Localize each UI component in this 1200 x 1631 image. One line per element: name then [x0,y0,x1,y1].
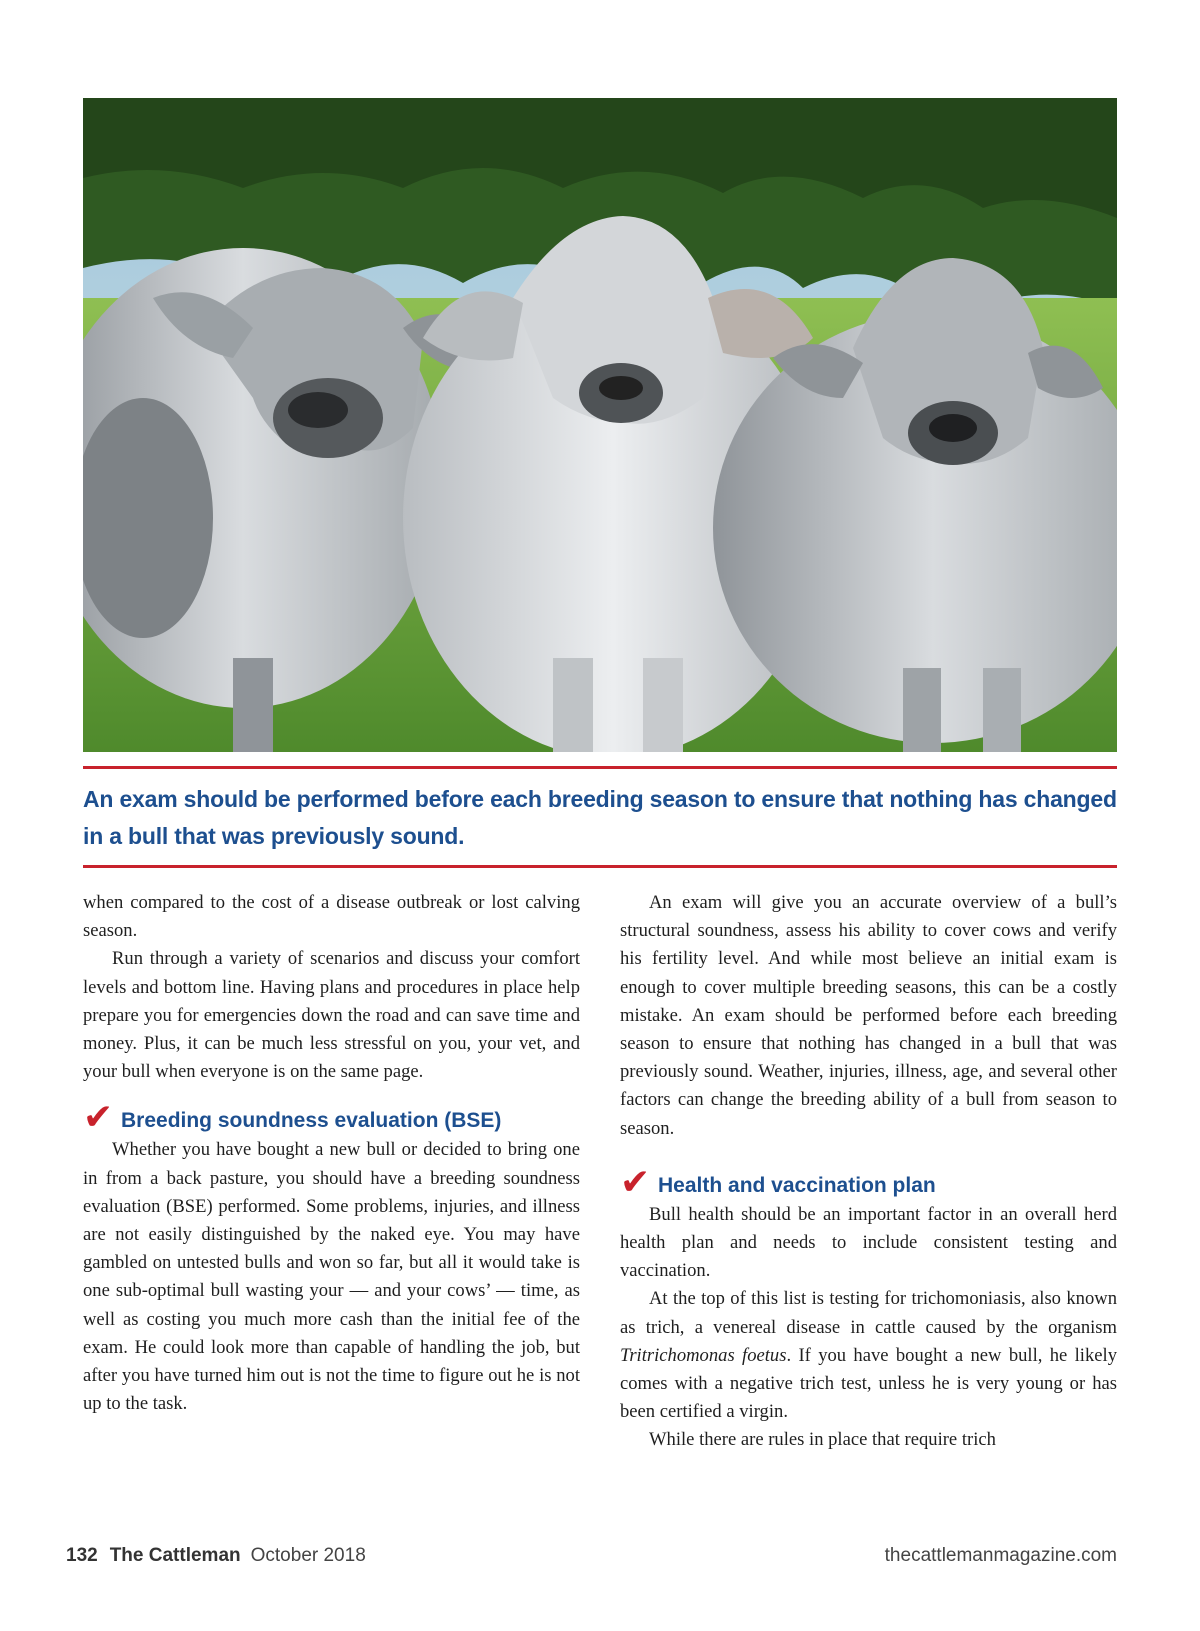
paragraph: Bull health should be an important factor in an overall herd health plan and needs to include consistent testing and vaccination. [620,1203,1117,1282]
paragraph: Whether you have bought a new bull or decided to bring one in from a back pasture, you should have a breeding soundness evaluation (BSE) performed. Some problems, injuries, and illness are not easily distinguished by the naked eye. You may have gambled on untested bulls and won so far, but all it would take is one sub-optimal bull wasting your — and your cows’ — time, as well as costing you much more cash than the initial fee of the exam. He could look more than capable of handling the job, but after you have turned him out is not the time to figure out he is not up to the task. [83,1139,580,1415]
section-heading-text: Health and vaccination plan [658,1173,936,1197]
checkmark-icon: ✔ [83,1097,114,1139]
brahman-bulls-illustration [83,98,1117,752]
paragraph: An exam will give you an accurate overview of a bull’s structural soundness, assess his ability to cover cows and verify his fertility level. And while most believe an initial exam is enough to cover multiple breeding seasons, this can be a costly mistake. An exam should be performed before each breeding season to ensure that nothing has changed in a bull that was previously sound. Weather, injuries, illness, age, and several other factors can change the breeding ability of a bull from season to season. [620,892,1117,1139]
checkmark-icon: ✔ [620,1161,651,1203]
paragraph: when compared to the cost of a disease outbreak or lost calving season. [83,892,580,942]
paragraph-trich [620,1285,1117,1426]
section-heading-health [620,1161,1117,1203]
page-number: 132 [66,1545,98,1566]
caption-top-rule [83,766,1117,769]
text-run: . If you have bought a new bull, he likely comes with a negative trich test, unless he is very young or has been certified a virgin. [620,1344,1117,1423]
bulls-photo [83,98,1117,752]
caption-bottom-rule [83,865,1117,868]
photo-caption: An exam should be performed before each breeding season to ensure that nothing has changed in a bull that was previously sound. [83,786,1117,849]
website-link[interactable]: thecattlemanmagazine.com [884,1545,1117,1566]
article-column-left [83,889,580,1418]
page-footer [66,1545,1117,1567]
text-run: At the top of this list is testing for trichomoniasis, also known as trich, a venereal disease in cattle caused by the organism [620,1288,1117,1338]
issue-date: October 2018 [250,1545,366,1566]
magazine-name: The Cattleman [109,1545,241,1566]
section-heading-bse [83,1097,580,1139]
article-column-right [620,889,1117,1455]
organism-name: Tritrichomonas foetus [620,1344,787,1366]
paragraph: While there are rules in place that require trich [649,1429,996,1451]
section-heading-text: Breeding soundness evaluation (BSE) [121,1109,502,1133]
paragraph: Run through a variety of scenarios and discuss your comfort levels and bottom line. Having plans and procedures in place help prepare you for emergencies down the road and can save time and money. Plus, it can be much less stressful on you, your vet, and your bull when everyone is on the same page. [83,948,580,1083]
